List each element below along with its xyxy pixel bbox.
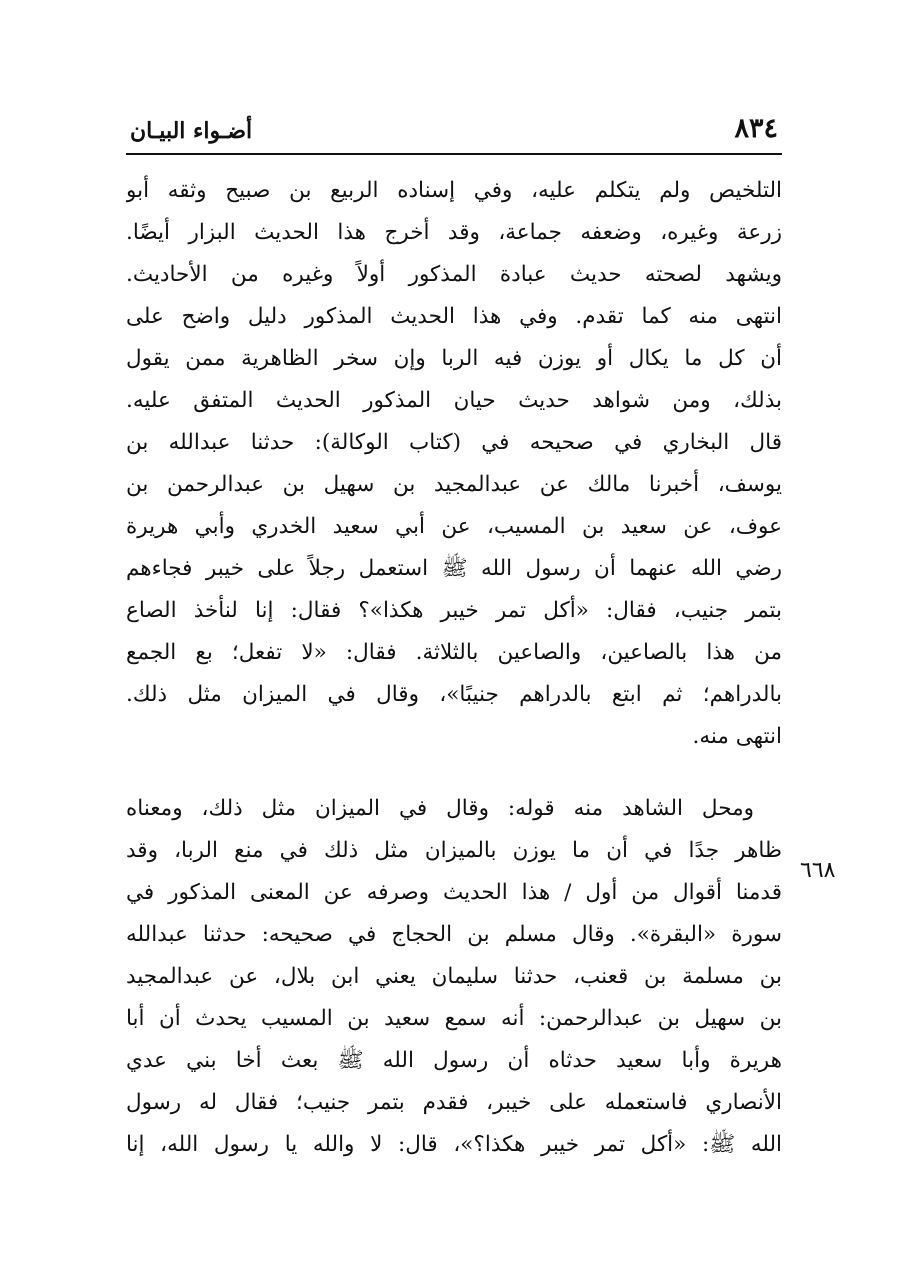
- text-line: عوف، عن سعيد بن المسيب، عن أبي سعيد الخدري وأبي هريرة: [126, 514, 782, 539]
- text-line: ومحل الشاهد منه قوله: وقال في الميزان مثل ذلك، ومعناه: [126, 796, 754, 821]
- paragraph: [126, 170, 782, 758]
- text-line: التلخيص ولم يتكلم عليه، وفي إسناده الربيع بن صبيح وثقه أبو: [126, 178, 782, 203]
- text-line: بن مسلمة بن قعنب، حدثنا سليمان يعني ابن بلال، عن عبدالمجيد: [126, 964, 782, 989]
- text-line: الله ﷺ: «أكل تمر خيبر هكذا؟»، قال: لا والله يا رسول الله، إنا: [126, 1132, 782, 1157]
- text-line: قال البخاري في صحيحه في (كتاب الوكالة): حدثنا عبدالله بن: [126, 430, 782, 455]
- text-line: ويشهد لصحته حديث عبادة المذكور أولاً وغيره من الأحاديث.: [126, 262, 782, 287]
- text-line: بن سهيل بن عبدالرحمن: أنه سمع سعيد بن المسيب يحدث أن أبا: [126, 1006, 782, 1031]
- text-line: هريرة وأبا سعيد حدثاه أن رسول الله ﷺ بعث أخا بني عدي: [126, 1048, 782, 1073]
- text-line: ظاهر جدًا في أن ما يوزن بالميزان مثل ذلك في منع الربا، وقد: [126, 838, 782, 863]
- text-line: سورة «البقرة». وقال مسلم بن الحجاج في صحيحه: حدثنا عبدالله: [126, 922, 782, 947]
- page-header: [126, 110, 782, 150]
- running-title: أضـواء البيـان: [130, 118, 253, 144]
- paragraph-gap: [126, 758, 782, 788]
- margin-page-reference: ٦٦٨: [800, 858, 836, 883]
- paragraph: [126, 788, 782, 1166]
- text-line: انتهى منه.: [692, 724, 782, 749]
- text-line: بالدراهم؛ ثم ابتع بالدراهم جنيبًا»، وقال في الميزان مثل ذلك.: [126, 682, 782, 707]
- text-line: انتهى منه كما تقدم. وفي هذا الحديث المذكور دليل واضح على: [126, 304, 782, 329]
- text-line: أن كل ما يكال أو يوزن فيه الربا وإن سخر الظاهرية ممن يقول: [126, 346, 782, 371]
- text-line: بذلك، ومن شواهد حديث حيان المذكور الحديث المتفق عليه.: [126, 388, 782, 413]
- body-text: [126, 170, 782, 1166]
- text-line: يوسف، أخبرنا مالك عن عبدالمجيد بن سهيل بن عبدالرحمن بن: [126, 472, 782, 497]
- text-line: رضي الله عنهما أن رسول الله ﷺ استعمل رجلاً على خيبر فجاءهم: [126, 556, 782, 581]
- text-line: الأنصاري فاستعمله على خيبر، فقدم بتمر جنيب؛ فقال له رسول: [126, 1090, 782, 1115]
- header-rule: [126, 153, 782, 155]
- text-line: من هذا بالصاعين، والصاعين بالثلاثة. فقال: «لا تفعل؛ بع الجمع: [126, 640, 782, 665]
- page-number: ٨٣٤: [734, 113, 778, 144]
- text-line: بتمر جنيب، فقال: «أكل تمر خيبر هكذا»؟ فقال: إنا لنأخذ الصاع: [126, 598, 782, 623]
- text-line: قدمنا أقوال من أول / هذا الحديث وصرفه عن المعنى المذكور في: [126, 880, 782, 905]
- text-line: زرعة وغيره، وضعفه جماعة، وقد أخرج هذا الحديث البزار أيضًا.: [126, 220, 782, 245]
